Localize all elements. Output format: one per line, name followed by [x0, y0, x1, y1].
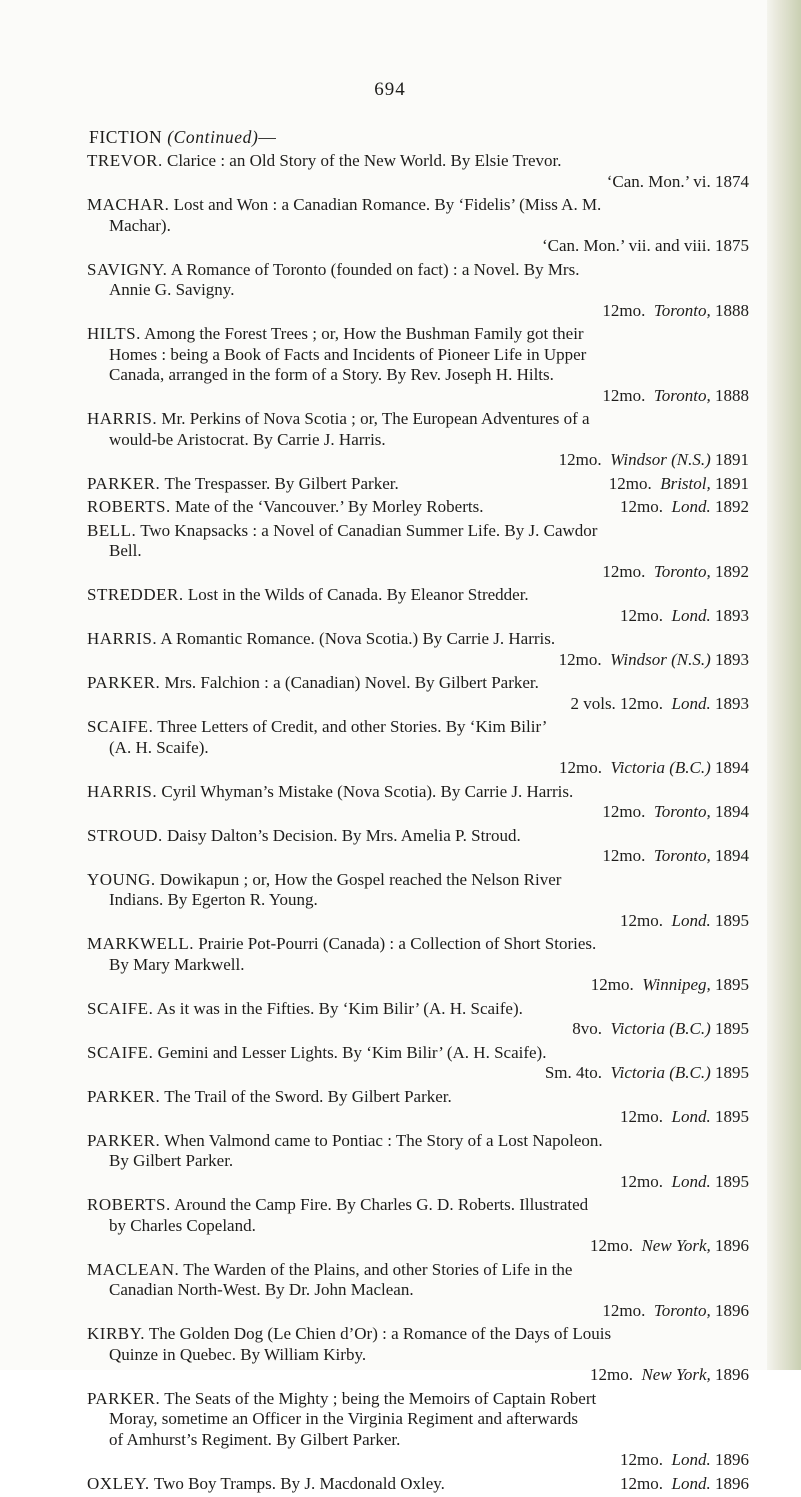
entry-author: ROBERTS.	[87, 1195, 171, 1214]
entry-imprint	[87, 1450, 757, 1471]
entry-author: MACHAR.	[87, 195, 170, 214]
entry-year: 1892	[715, 497, 749, 516]
entry-year: 1892	[715, 561, 749, 581]
bibliography-entry	[87, 585, 757, 626]
entry-place: Toronto,	[653, 561, 711, 581]
entry-line	[87, 890, 757, 911]
entry-format: 12mo.	[558, 649, 602, 669]
entry-line	[87, 497, 757, 518]
entry-place: Toronto,	[653, 846, 711, 865]
bibliography-entry	[87, 521, 757, 583]
entry-format: 12mo.	[559, 758, 602, 777]
entry-imprint	[609, 474, 749, 495]
entry-text: Bell.	[109, 541, 142, 560]
entry-line	[87, 1216, 757, 1237]
entry-text: Canadian North-West. By Dr. John Maclean.	[109, 1280, 414, 1299]
bibliography-entry	[87, 934, 757, 996]
entry-format: 12mo.	[589, 1365, 633, 1384]
entry-text: Homes : being a Book of Facts and Incidents of Pioneer Life in Upper	[109, 344, 587, 364]
entry-format: 8vo.	[572, 1019, 602, 1038]
entry-year: 1895	[715, 1171, 749, 1191]
entry-year: 1895	[715, 910, 749, 930]
entry-place: Windsor (N.S.)	[610, 649, 711, 669]
entry-text: Prairie Pot-Pourri (Canada) : a Collection of Short Stories.	[198, 934, 597, 953]
entry-imprint	[87, 802, 757, 823]
entry-text: A Romantic Romance. (Nova Scotia.) By Carrie J. Harris.	[160, 629, 556, 648]
entry-place: Lond.	[671, 910, 711, 930]
entry-text: Around the Camp Fire. By Charles G. D. Roberts. Illustrated	[174, 1195, 589, 1214]
entry-format: 12mo.	[620, 605, 664, 625]
entry-author: PARKER.	[87, 1086, 161, 1106]
bibliography-entry	[87, 409, 757, 471]
entry-text: A Romance of Toronto (founded on fact) : a Novel. By Mrs.	[170, 259, 580, 279]
entry-year: 1894	[715, 758, 749, 777]
entry-imprint	[87, 650, 757, 671]
entry-place: Toronto,	[653, 300, 711, 320]
entry-text: Canada, arranged in the form of a Story. By Rev. Joseph H. Hilts.	[109, 365, 554, 384]
entry-author: HARRIS.	[87, 409, 158, 428]
entry-place: Victoria (B.C.)	[610, 1063, 711, 1082]
entry-place: Victoria (B.C.)	[610, 1019, 711, 1038]
entry-line	[87, 1324, 757, 1345]
entry-year: 1895	[715, 1019, 749, 1038]
entry-place: Bristol,	[660, 473, 711, 493]
entry-text: Daisy Dalton’s Decision. By Mrs. Amelia P. Stroud.	[167, 825, 521, 845]
entry-author: STROUD.	[87, 825, 163, 845]
entry-line	[87, 1151, 757, 1172]
entry-imprint	[87, 1365, 757, 1386]
entry-format: 12mo.	[620, 497, 664, 516]
bibliography-list	[87, 151, 757, 1497]
entry-year: 1894	[715, 846, 749, 865]
entry-line	[87, 195, 757, 216]
entry-place: Toronto,	[653, 1300, 711, 1320]
entry-text: The Warden of the Plains, and other Stories of Life in the	[183, 1259, 573, 1279]
entry-text: When Valmond came to Pontiac : The Story of a Lost Napoleon.	[164, 1130, 603, 1150]
entry-format: 12mo.	[589, 1236, 633, 1255]
entry-text: Lost and Won : a Canadian Romance. By ‘Fidelis’ (Miss A. M.	[173, 195, 602, 214]
bibliography-entry	[87, 1087, 757, 1128]
entry-line	[87, 541, 757, 562]
entry-year: 1888	[715, 300, 749, 320]
entry-imprint-text: ‘Can. Mon.’ vi. 1874	[606, 171, 749, 191]
bibliography-entry	[87, 1043, 757, 1084]
bibliography-entry	[87, 195, 757, 257]
entry-imprint	[87, 1236, 757, 1257]
entry-line	[87, 345, 757, 366]
entry-line	[87, 673, 757, 694]
entry-author: SAVIGNY.	[87, 259, 168, 279]
entry-year: 1896	[715, 1473, 749, 1493]
entry-line	[87, 1280, 757, 1301]
entry-line	[87, 585, 757, 606]
entry-line	[87, 280, 757, 301]
entry-place: Victoria (B.C.)	[610, 758, 711, 777]
bibliography-entry	[87, 999, 757, 1040]
entry-text: Gemini and Lesser Lights. By ‘Kim Bilir’ (A. H. Scaife).	[157, 1042, 547, 1062]
bibliography-entry	[87, 151, 757, 192]
entry-format: 12mo.	[602, 802, 646, 821]
entry-text: Moray, sometime an Officer in the Virginia Regiment and afterwards	[109, 1409, 579, 1428]
entry-format: 12mo.	[602, 300, 646, 320]
entry-format: 12mo.	[602, 1300, 646, 1320]
entry-text: The Golden Dog (Le Chien d’Or) : a Romance of the Days of Louis	[148, 1324, 612, 1343]
entry-line	[87, 934, 757, 955]
section-heading-label: FICTION	[89, 127, 163, 147]
entry-text: Mr. Perkins of Nova Scotia ; or, The European Adventures of a	[161, 409, 590, 428]
entry-text: Three Letters of Credit, and other Stories. By ‘Kim Bilir’	[157, 717, 548, 736]
entry-year: 1895	[715, 1063, 749, 1082]
entry-imprint	[87, 694, 757, 715]
entry-place: Winnipeg,	[642, 975, 711, 994]
entry-format: 12mo.	[620, 910, 664, 930]
entry-year: 1888	[715, 385, 749, 405]
entry-format: 12mo.	[558, 450, 602, 469]
entry-format: 12mo.	[602, 385, 646, 405]
entry-year: 1895	[715, 1107, 749, 1126]
entry-line	[87, 260, 757, 281]
entry-author: ROBERTS.	[87, 497, 171, 516]
entry-line	[87, 629, 757, 650]
entry-place: Lond.	[671, 497, 711, 516]
bibliography-entry	[87, 717, 757, 779]
entry-line	[87, 365, 757, 386]
entry-year: 1894	[715, 802, 749, 821]
entry-line	[87, 409, 757, 430]
bibliography-entry	[87, 1324, 757, 1386]
entry-place: Lond.	[671, 1107, 711, 1126]
entry-author: PARKER.	[87, 473, 161, 493]
entry-imprint	[87, 758, 757, 779]
bibliography-entry	[87, 826, 757, 867]
entry-author: HARRIS.	[87, 629, 158, 648]
entry-line	[87, 1195, 757, 1216]
entry-place: Lond.	[671, 605, 711, 625]
entry-place: Lond.	[671, 1450, 711, 1469]
entry-year: 1891	[715, 473, 749, 493]
entry-year: 1896	[715, 1236, 749, 1255]
entry-format: 12mo.	[602, 561, 646, 581]
entry-format: Sm. 4to.	[544, 1063, 602, 1082]
entry-place: New York,	[641, 1236, 711, 1255]
entry-author: BELL.	[87, 520, 137, 540]
entry-format: 12mo.	[620, 1171, 664, 1191]
entry-line	[87, 1345, 757, 1366]
entry-text: Quinze in Quebec. By William Kirby.	[109, 1344, 367, 1364]
entry-text: By Mary Markwell.	[109, 954, 245, 974]
entry-text: Mrs. Falchion : a (Canadian) Novel. By Gilbert Parker.	[164, 673, 539, 692]
entry-line	[87, 474, 757, 495]
entry-text: The Seats of the Mighty ; being the Memoirs of Captain Robert	[164, 1388, 597, 1408]
entry-year: 1893	[715, 605, 749, 625]
entry-author: OXLEY.	[87, 1473, 150, 1493]
entry-place: Lond.	[671, 1171, 711, 1191]
entry-text: The Trespasser. By Gilbert Parker.	[164, 473, 399, 493]
entry-year: 1893	[715, 693, 749, 713]
entry-imprint	[87, 236, 757, 257]
entry-imprint	[620, 497, 749, 518]
entry-format: 12mo.	[620, 1450, 664, 1469]
bibliography-entry	[87, 1389, 757, 1471]
entry-imprint	[87, 172, 757, 193]
entry-format: 12mo.	[602, 846, 646, 865]
entry-line	[87, 1474, 757, 1495]
entry-author: SCAIFE.	[87, 1042, 154, 1062]
entry-place: Lond.	[671, 693, 711, 713]
bibliography-entry	[87, 497, 757, 518]
entry-line	[87, 1430, 757, 1451]
entry-line	[87, 1409, 757, 1430]
bibliography-entry	[87, 260, 757, 322]
section-heading	[89, 127, 277, 148]
section-heading-continued: (Continued)	[167, 127, 259, 147]
entry-text: by Charles Copeland.	[109, 1215, 256, 1235]
entry-line	[87, 870, 757, 891]
entry-text: Mate of the ‘Vancouver.’ By Morley Roberts.	[175, 497, 484, 516]
entry-imprint	[87, 1172, 757, 1193]
entry-year: 1896	[715, 1450, 749, 1469]
entry-imprint	[87, 1301, 757, 1322]
page-number: 694	[374, 79, 406, 100]
entry-text: Cyril Whyman’s Mistake (Nova Scotia). By Carrie J. Harris.	[161, 781, 574, 801]
entry-text: Indians. By Egerton R. Young.	[109, 890, 318, 909]
bibliography-entry	[87, 782, 757, 823]
entry-year: 1896	[715, 1365, 749, 1384]
entry-line	[87, 1260, 757, 1281]
page-edge-shadow	[767, 0, 801, 1370]
entry-line	[87, 782, 757, 803]
entry-line	[87, 151, 757, 172]
entry-text: would-be Aristocrat. By Carrie J. Harris.	[109, 429, 386, 449]
entry-text: By Gilbert Parker.	[109, 1151, 234, 1170]
bibliography-entry	[87, 1195, 757, 1257]
entry-line	[87, 738, 757, 759]
bibliography-entry	[87, 673, 757, 714]
entry-imprint	[87, 1019, 757, 1040]
bibliography-entry	[87, 870, 757, 932]
bibliography-entry	[87, 1131, 757, 1193]
entry-line	[87, 999, 757, 1020]
entry-year: 1896	[715, 1300, 749, 1320]
entry-line	[87, 324, 757, 345]
entry-line	[87, 1043, 757, 1064]
entry-text: Two Knapsacks : a Novel of Canadian Summer Life. By J. Cawdor	[140, 520, 598, 540]
entry-line	[87, 955, 757, 976]
entry-format: 12mo.	[620, 1107, 664, 1126]
entry-author: SCAIFE.	[87, 717, 154, 736]
section-heading-dash: —	[258, 127, 277, 147]
entry-author: MARKWELL.	[87, 934, 194, 953]
entry-author: TREVOR.	[87, 151, 163, 170]
bibliography-entry	[87, 474, 757, 495]
entry-imprint	[87, 975, 757, 996]
entry-place: Windsor (N.S.)	[610, 450, 711, 469]
entry-text: As it was in the Fifties. By ‘Kim Bilir’ (A. H. Scaife).	[156, 998, 523, 1018]
entry-year: 1893	[715, 649, 749, 669]
entry-format: 12mo.	[620, 1473, 664, 1493]
entry-format: 12mo.	[590, 975, 634, 994]
entry-imprint	[87, 846, 757, 867]
entry-text: Among the Forest Trees ; or, How the Bushman Family got their	[144, 324, 584, 343]
entry-line	[87, 717, 757, 738]
entry-imprint	[87, 1107, 757, 1128]
entry-text: (A. H. Scaife).	[109, 737, 209, 757]
entry-imprint	[87, 386, 757, 407]
entry-format: 12mo.	[608, 473, 652, 493]
bibliography-entry	[87, 1260, 757, 1322]
entry-text: of Amhurst’s Regiment. By Gilbert Parker.	[109, 1429, 401, 1449]
entry-author: YOUNG.	[87, 869, 156, 889]
entry-author: HILTS.	[87, 324, 141, 343]
entry-imprint	[87, 562, 757, 583]
entry-author: SCAIFE.	[87, 998, 154, 1018]
entry-text: Two Boy Tramps. By J. Macdonald Oxley.	[153, 1473, 445, 1493]
entry-line	[87, 1087, 757, 1108]
entry-imprint	[87, 606, 757, 627]
entry-author: STREDDER.	[87, 585, 184, 604]
entry-author: MACLEAN.	[87, 1259, 180, 1279]
entry-line	[87, 430, 757, 451]
entry-author: KIRBY.	[87, 1324, 145, 1343]
bibliography-entry	[87, 1474, 757, 1495]
entry-text: Machar).	[109, 215, 171, 235]
entry-year: 1891	[715, 450, 749, 469]
entry-line	[87, 216, 757, 237]
entry-imprint	[87, 1063, 757, 1084]
entry-author: PARKER.	[87, 1388, 161, 1408]
entry-year: 1895	[715, 975, 749, 994]
bibliography-entry	[87, 324, 757, 406]
entry-imprint	[87, 450, 757, 471]
entry-text: Annie G. Savigny.	[109, 280, 235, 299]
entry-imprint-text: ‘Can. Mon.’ vii. and viii. 1875	[542, 236, 749, 255]
entry-place: New York,	[641, 1365, 711, 1384]
entry-line	[87, 1389, 757, 1410]
entry-author: HARRIS.	[87, 781, 158, 801]
entry-imprint	[620, 1474, 749, 1495]
entry-place: Lond.	[671, 1473, 711, 1493]
entry-text: Clarice : an Old Story of the New World. By Elsie Trevor.	[167, 151, 562, 170]
entry-author: PARKER.	[87, 673, 161, 692]
entry-line	[87, 826, 757, 847]
entry-line	[87, 1131, 757, 1152]
entry-place: Toronto,	[653, 385, 711, 405]
entry-imprint	[87, 301, 757, 322]
entry-line	[87, 521, 757, 542]
entry-imprint	[87, 911, 757, 932]
entry-text: Dowikapun ; or, How the Gospel reached the Nelson River	[159, 869, 562, 889]
entry-format: 2 vols. 12mo.	[570, 693, 664, 713]
entry-author: PARKER.	[87, 1130, 161, 1150]
entry-text: The Trail of the Sword. By Gilbert Parker.	[164, 1086, 452, 1106]
entry-place: Toronto,	[653, 802, 711, 821]
bibliography-entry	[87, 629, 757, 670]
entry-text: Lost in the Wilds of Canada. By Eleanor Stredder.	[187, 585, 529, 604]
